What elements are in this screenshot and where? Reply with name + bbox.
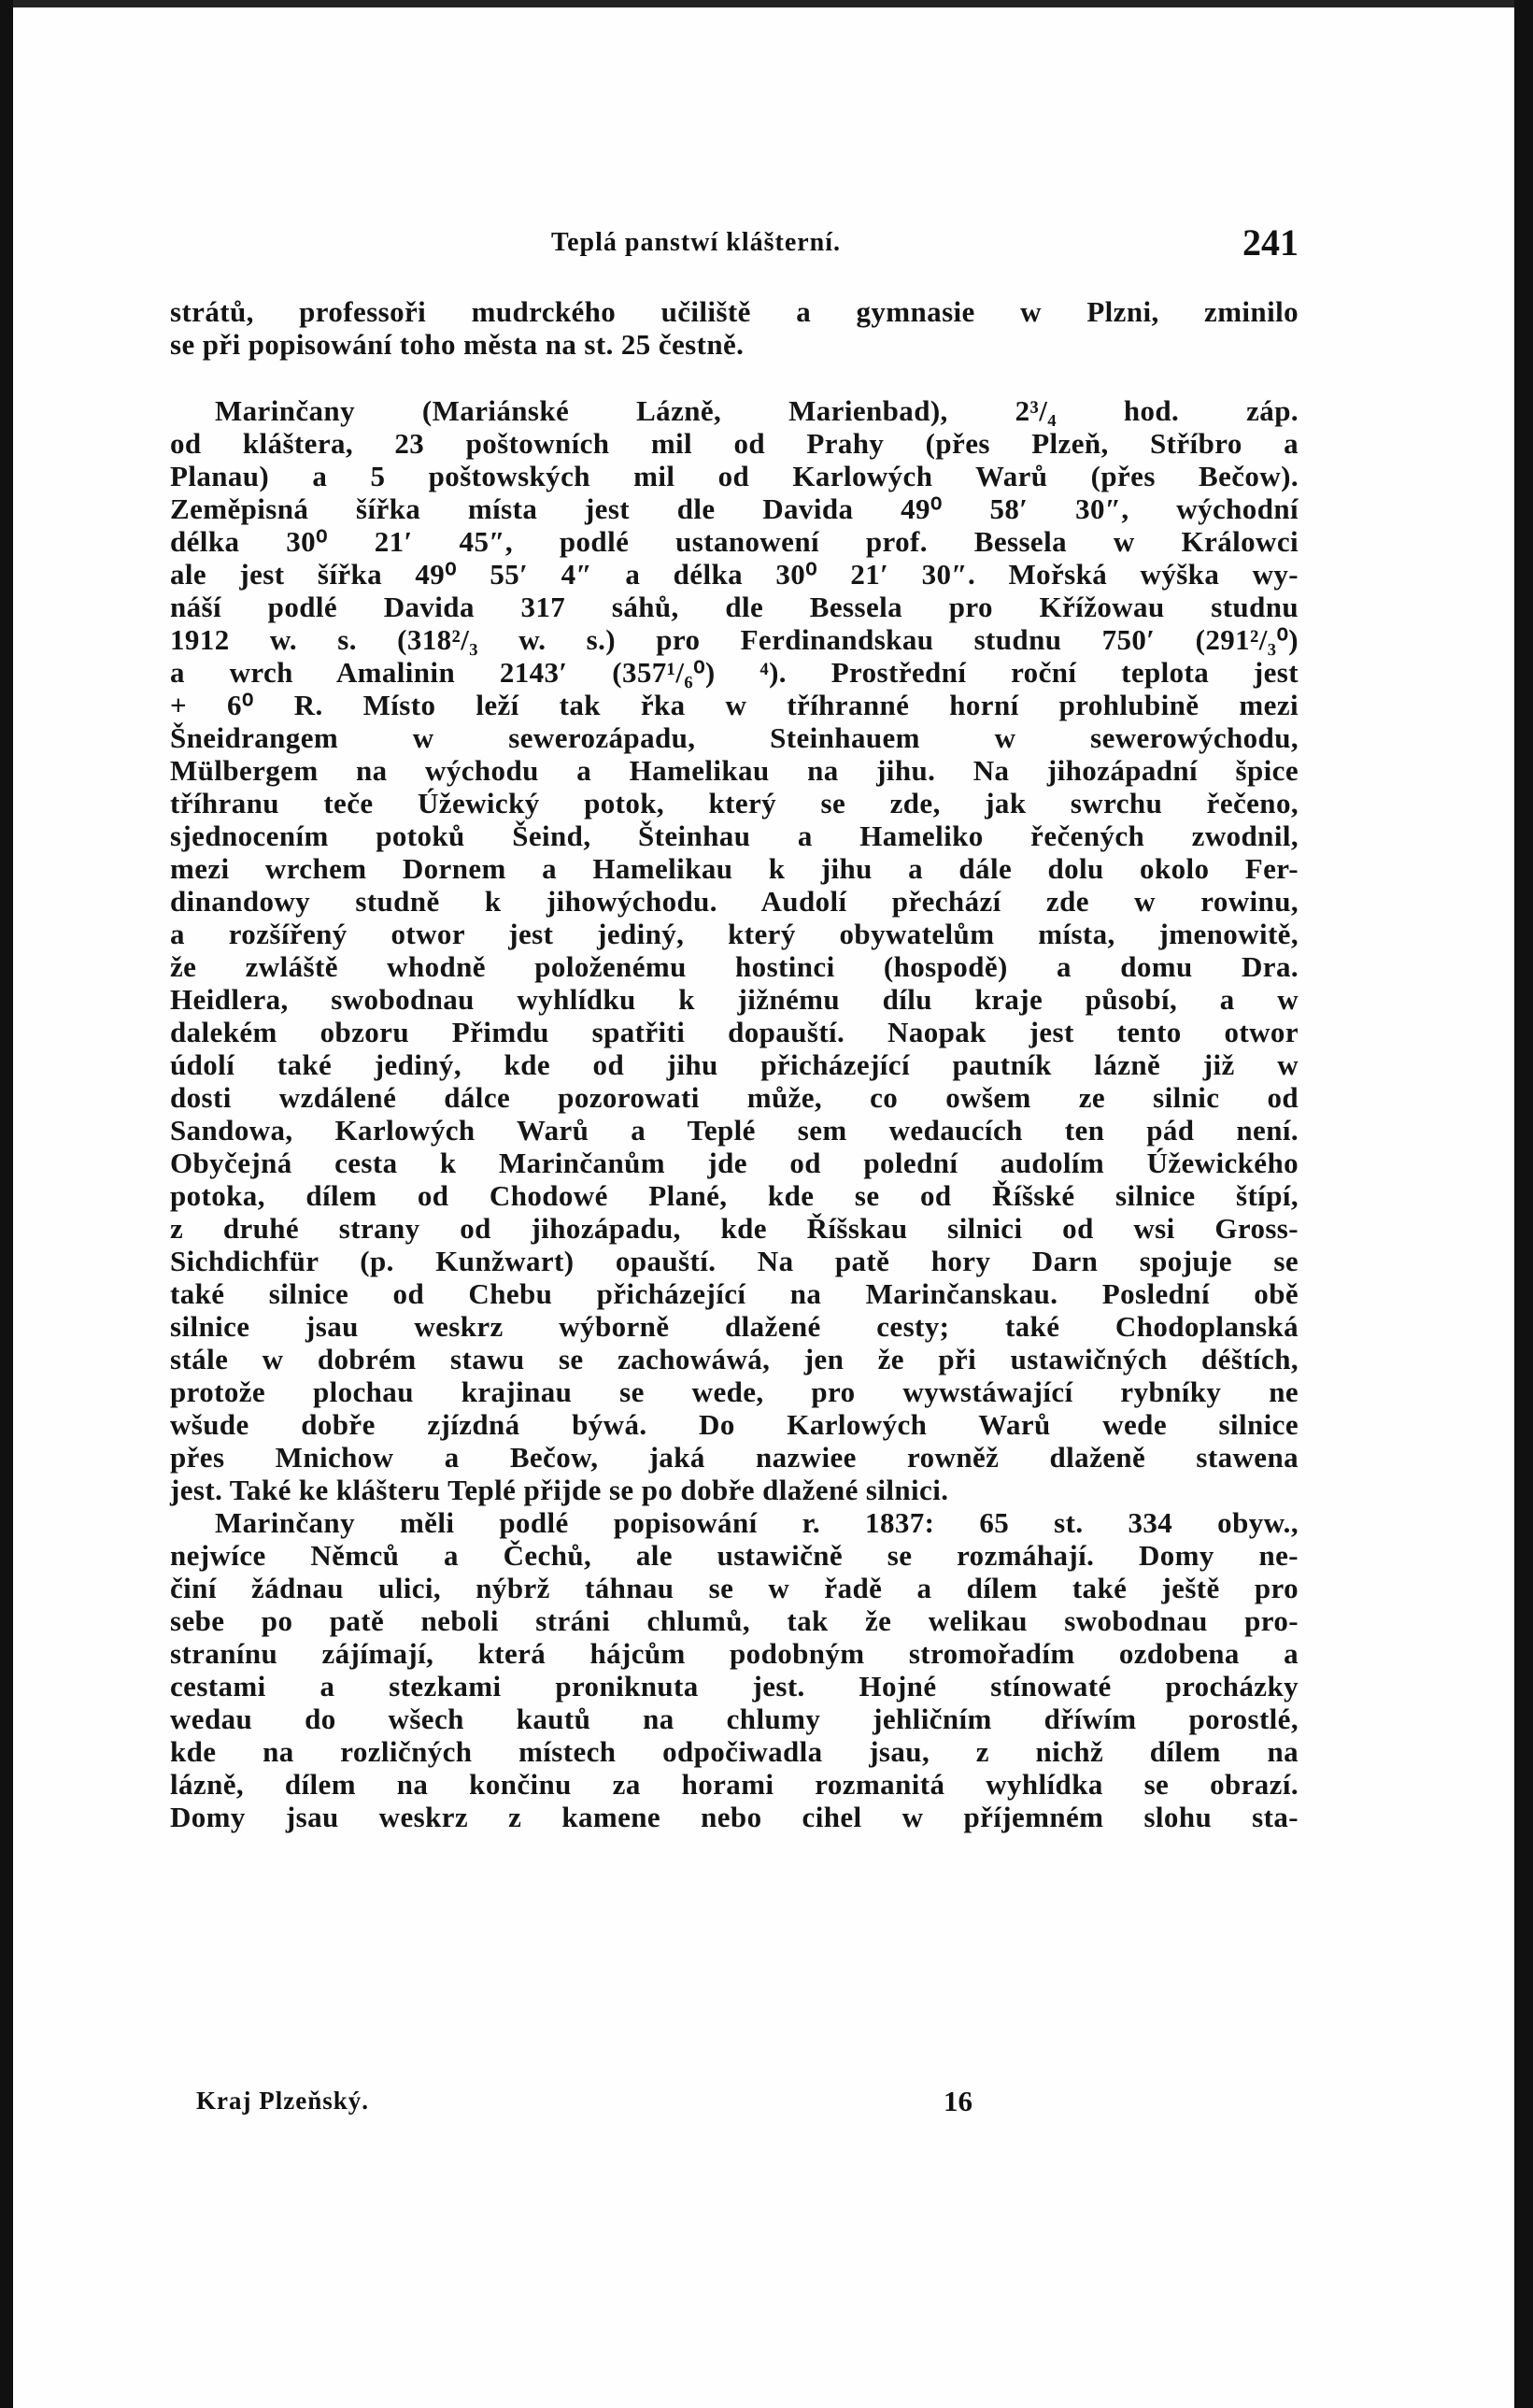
text-line: silnice jsau weskrz wýborně dlažené cesty; také Chodoplanská [170, 1310, 1299, 1343]
text-line: Sandowa, Karlowých Warů a Teplé sem wedaucích ten pád není. [170, 1114, 1299, 1147]
text-line: 1912 w. s. (318²/₃ w. s.) pro Ferdinandskau studnu 750′ (291²/₃⁰) [170, 623, 1299, 656]
text-line: Heidlera, swobodnau wyhlídku k jižnému dílu kraje působí, a w [170, 983, 1299, 1016]
text-line: wšude dobře zjízdná býwá. Do Karlowých Warů wede silnice [170, 1408, 1299, 1441]
text-line: náší podlé Davida 317 sáhů, dle Bessela pro Křížowau studnu [170, 591, 1299, 623]
text-line: údolí také jediný, kde od jihu přicházející pautník lázně již w [170, 1048, 1299, 1081]
text-line: wedau do wšech kautů na chlumy jehličním dříwím porostlé, [170, 1703, 1299, 1735]
page-footer [196, 2087, 1037, 2124]
text-line: Planau) a 5 poštowských mil od Karlowých Warů (přes Bečow). [170, 460, 1299, 492]
paragraph-gap [170, 361, 1299, 394]
text-line: Obyčejná cesta k Marinčanům jde od polední audolím Úžewického [170, 1147, 1299, 1179]
text-line: nejwíce Němců a Čechů, ale ustawičně se rozmáhají. Domy ne- [170, 1539, 1299, 1572]
text-line: potoka, dílem od Chodowé Plané, kde se od Říšské silnice štípí, [170, 1179, 1299, 1212]
text-line: také silnice od Chebu přicházející na Marinčanskau. Poslední obě [170, 1277, 1299, 1310]
text-line: z druhé strany od jihozápadu, kde Říšskau silnici od wsi Gross- [170, 1212, 1299, 1245]
text-line: dosti wzdálené dálce pozorowati může, co owšem ze silnic od [170, 1081, 1299, 1114]
text-line: Šneidrangem w sewerozápadu, Steinhauem w sewerowýchodu, [170, 721, 1299, 754]
text-line: sebe po patě neboli stráni chlumů, tak že welikau swobodnau pro- [170, 1604, 1299, 1637]
text-line: + 6⁰ R. Místo leží tak řka w tříhranné horní prohlubině mezi [170, 689, 1299, 721]
text-line: lázně, dílem na končinu za horami rozmanitá wyhlídka se obrazí. [170, 1768, 1299, 1801]
text-line: protože plochau krajinau se wede, pro wywstáwající rybníky ne [170, 1375, 1299, 1408]
text-line: strátů, professoři mudrckého učiliště a gymnasie w Plzni, zminilo [170, 295, 1299, 328]
text-line: a rozšířený otwor jest jediný, který obywatelům místa, jmenowitě, [170, 918, 1299, 950]
running-head [159, 217, 1299, 269]
text-line: Marinčany měli podlé popisowání r. 1837: 65 st. 334 obyw., [215, 1506, 1299, 1539]
text-line: Mülbergem na wýchodu a Hamelikau na jihu. Na jihozápadní špice [170, 754, 1299, 787]
text-line: délka 30⁰ 21′ 45″, podlé ustanowení prof. Bessela w Králowci [170, 525, 1299, 558]
text-line: tříhranu teče Úžewický potok, který se zde, jak swrchu řečeno, [170, 787, 1299, 819]
text-line: sjednocením potoků Šeind, Šteinhau a Hameliko řečených zwodnil, [170, 819, 1299, 852]
text-line: jest. Také ke klášteru Teplé přijde se po dobře dlažené silnici. [170, 1474, 949, 1506]
text-line: cestami a stezkami proniknuta jest. Hojné stínowaté procházky [170, 1670, 1299, 1703]
text-line: kde na rozličných místech odpočiwadla jsau, z nichž dílem na [170, 1735, 1299, 1768]
text-line: Sichdichfür (p. Kunžwart) opauští. Na patě hory Darn spojuje se [170, 1245, 1299, 1277]
text-line: ale jest šířka 49⁰ 55′ 4″ a délka 30⁰ 21′ 30″. Mořská wýška wy- [170, 558, 1299, 591]
text-line: Zeměpisná šířka místa jest dle Davida 49⁰ 58′ 30″, wýchodní [170, 492, 1299, 525]
text-line: mezi wrchem Dornem a Hamelikau k jihu a dále dolu okolo Fer- [170, 852, 1299, 885]
scan-border-right [1514, 0, 1533, 2408]
body-text [170, 295, 1299, 1833]
signature-mark: Kraj Plzeňský. [196, 2087, 369, 2115]
text-line: stranínu zájímají, která hájcům podobným stromořadím ozdobena a [170, 1637, 1299, 1670]
text-line: stále w dobrém stawu se zachowáwá, jen že při ustawičných déštích, [170, 1343, 1299, 1375]
page-number: 241 [1242, 221, 1299, 264]
text-line: dalekém obzoru Přimdu spatřiti dopauští. Naopak jest tento otwor [170, 1016, 1299, 1048]
running-title: Teplá panstwí klášterní. [551, 228, 842, 257]
text-line: přes Mnichow a Bečow, jaká nazwiee rowněž dlaženě stawena [170, 1441, 1299, 1474]
text-line: dinandowy studně k jihowýchodu. Audolí přechází zde w rowinu, [170, 885, 1299, 918]
text-line: Marinčany (Mariánské Lázně, Marienbad), 2³/₄ hod. záp. [215, 394, 1299, 427]
sheet-number: 16 [944, 2085, 972, 2117]
text-line: se při popisowání toho města na st. 25 čestně. [170, 328, 745, 361]
text-line: Domy jsau weskrz z kamene nebo cihel w příjemném slohu sta- [170, 1801, 1299, 1833]
text-line: činí žádnau ulici, nýbrž táhnau se w řadě a dílem také ještě pro [170, 1572, 1299, 1604]
text-line: že zwláště whodně položenému hostinci (hospodě) a domu Dra. [170, 950, 1299, 983]
text-line: a wrch Amalinin 2143′ (357¹/₆⁰) ⁴). Prostřední roční teplota jest [170, 656, 1299, 689]
scan-border-left [0, 0, 13, 2408]
scan-border-top [0, 0, 1533, 7]
text-line: od kláštera, 23 poštowních mil od Prahy (přes Plzeň, Stříbro a [170, 427, 1299, 460]
